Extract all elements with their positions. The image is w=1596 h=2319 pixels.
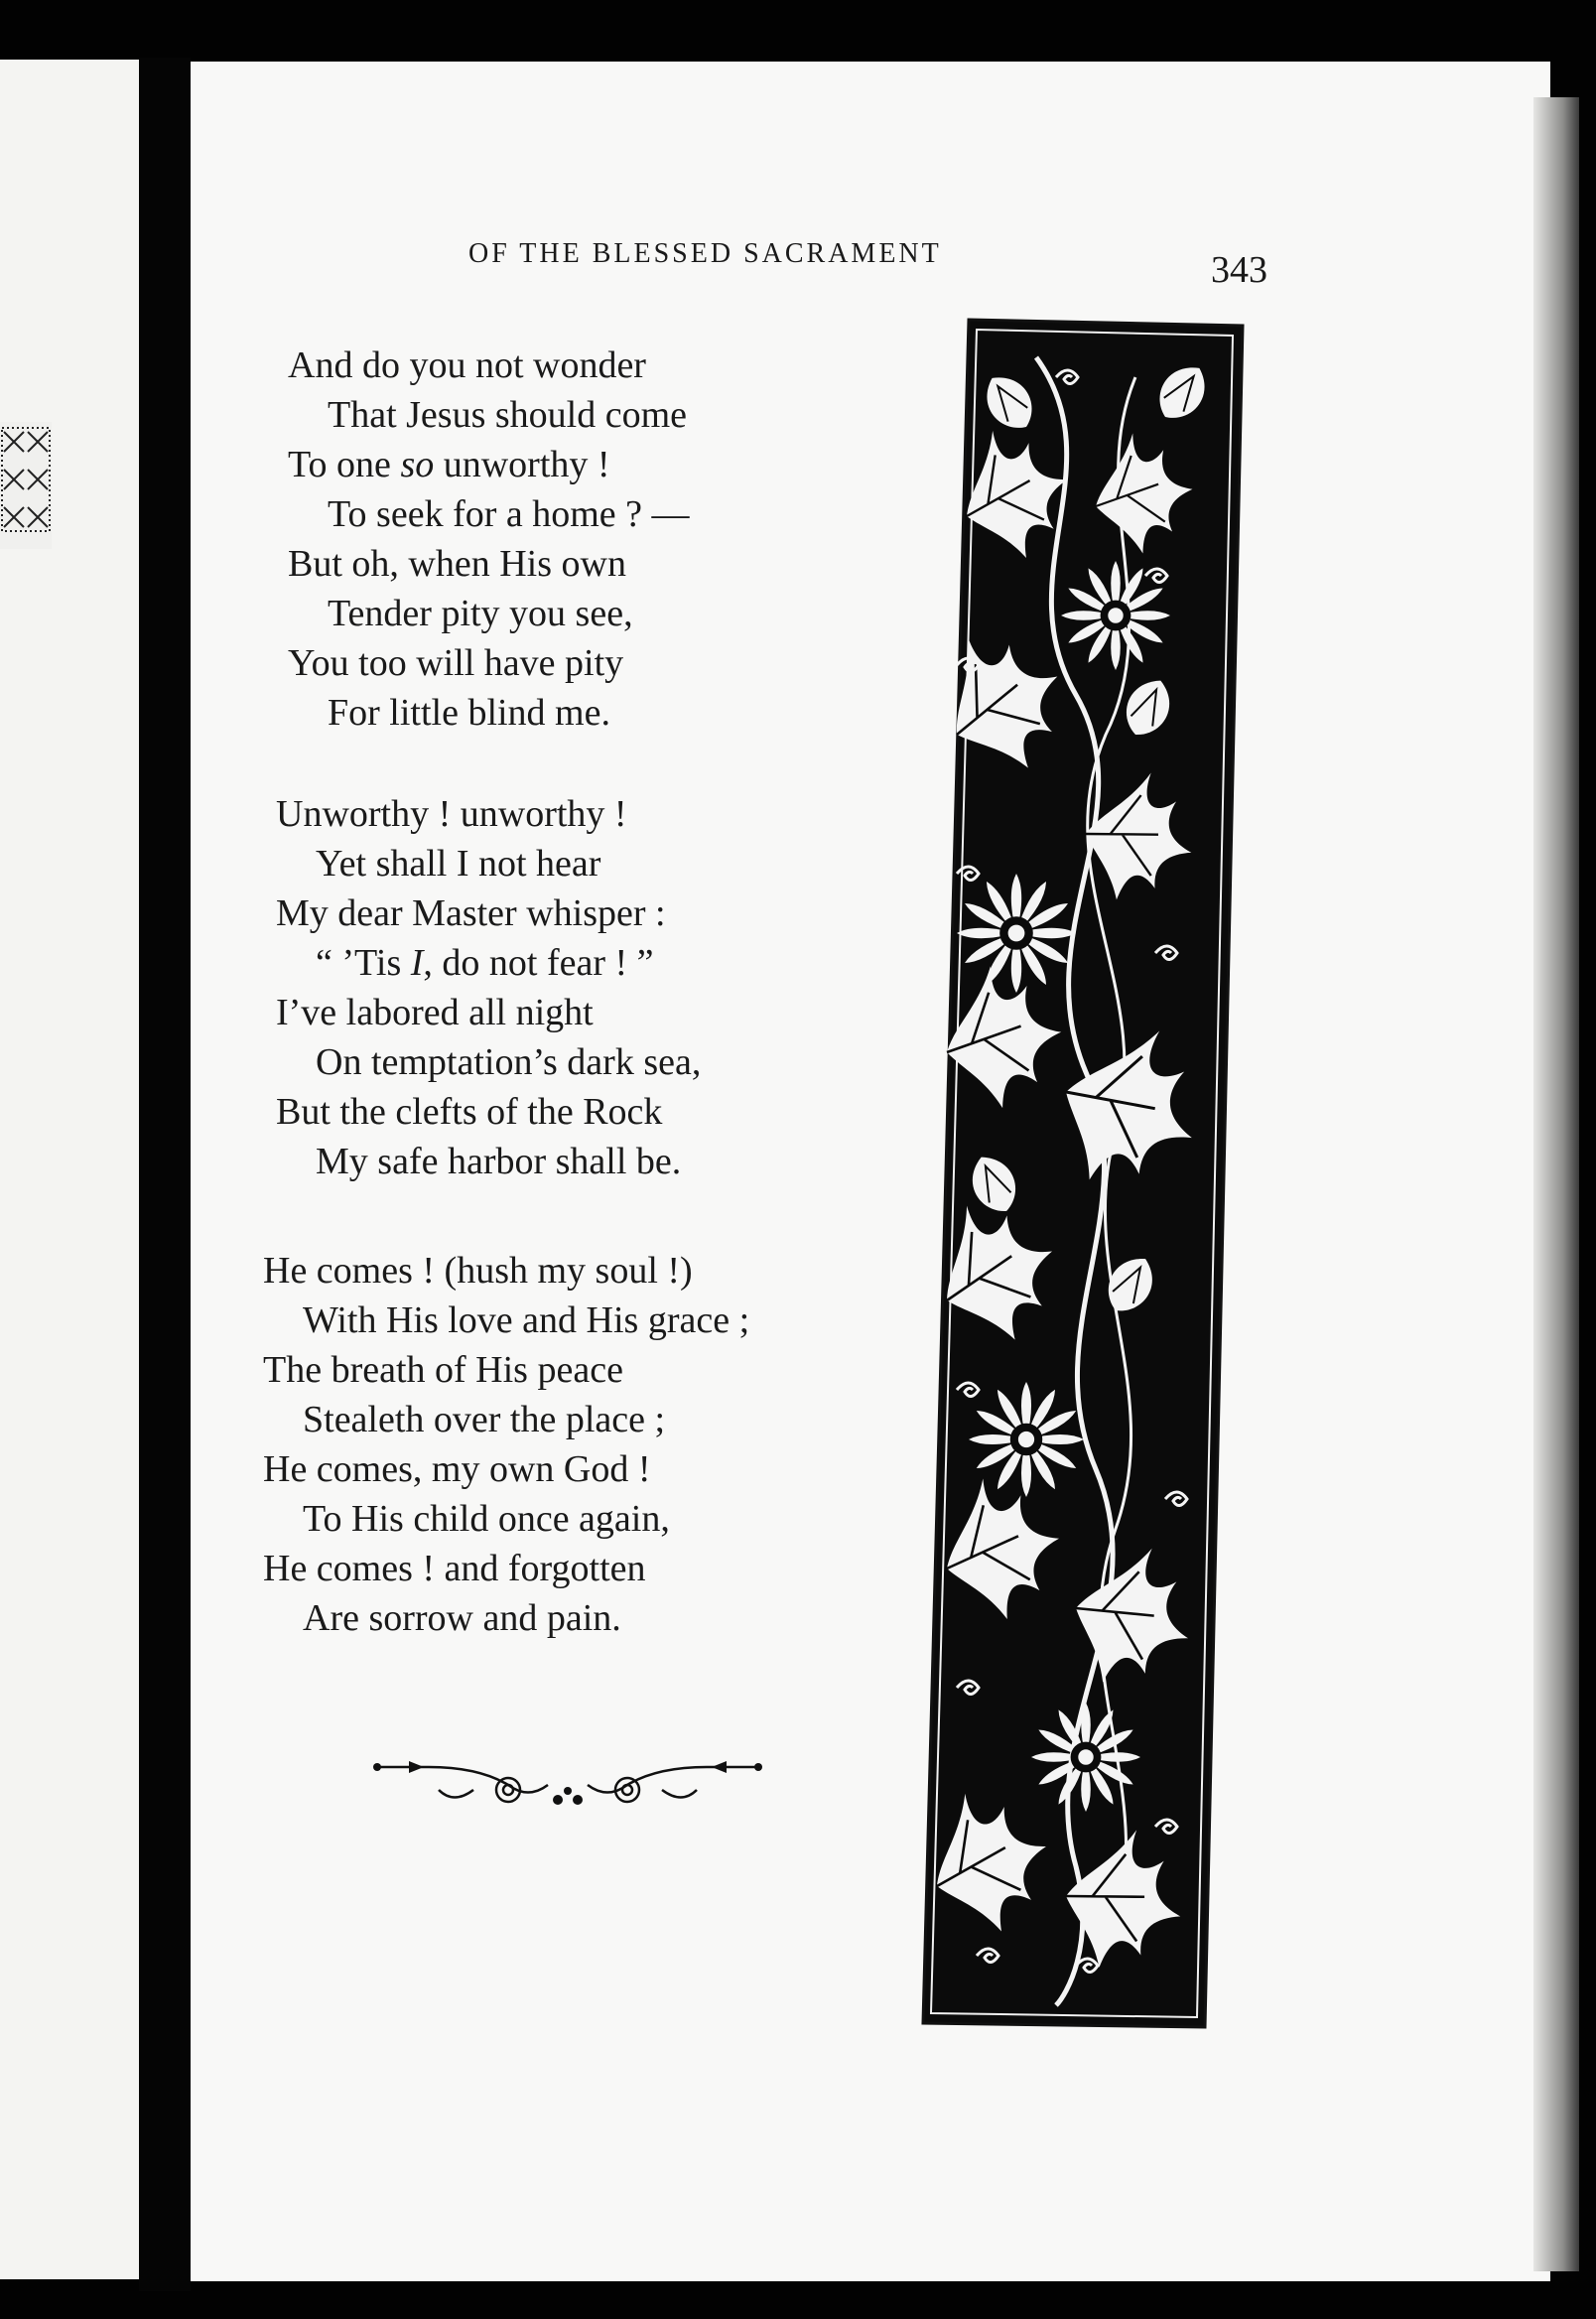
poem-line: I’ve labored all night — [276, 992, 594, 1033]
poem-line: Unworthy ! unworthy ! — [276, 793, 627, 835]
poem-stanza-3 — [263, 1246, 749, 1643]
book-gutter — [139, 58, 191, 2291]
poem-line: For little blind me. — [328, 692, 610, 734]
poem-emphasis: I — [410, 942, 424, 984]
poem-text: unworthy ! — [434, 444, 610, 485]
floral-border-panel — [917, 318, 1245, 2030]
poem-line: My safe harbor shall be. — [316, 1141, 682, 1182]
page-edge-shadow — [1533, 97, 1579, 2271]
poem-line: But the clefts of the Rock — [276, 1091, 663, 1133]
page-number: 343 — [1211, 249, 1267, 291]
poem-line: The breath of His peace — [263, 1349, 623, 1391]
poem-line: He comes ! and forgotten — [263, 1548, 646, 1589]
running-head: OF THE BLESSED SACRAMENT — [468, 238, 942, 269]
poem-line: You too will have pity — [288, 642, 624, 684]
poem-line: Yet shall I not hear — [316, 843, 601, 885]
poem-line: To seek for a home ? — — [328, 493, 690, 535]
poem-line — [288, 440, 690, 489]
poem-line: My dear Master whisper : — [276, 892, 666, 934]
left-page-edge — [0, 60, 139, 2279]
poem-stanza-1 — [288, 341, 690, 738]
poem-line — [276, 938, 701, 988]
poem-line: And do you not wonder — [288, 344, 646, 386]
poem-text: “ ’Tis — [316, 942, 411, 984]
poem-line: He comes, my own God ! — [263, 1448, 651, 1490]
tailpiece-ornament — [369, 1745, 766, 1825]
poem-line: But oh, when His own — [288, 543, 626, 585]
poem-emphasis: so — [400, 444, 435, 485]
poem-line: On temptation’s dark sea, — [316, 1041, 702, 1083]
left-page-ornament — [0, 422, 52, 549]
poem-line: Stealeth over the place ; — [303, 1399, 666, 1440]
poem-text: , do not fear ! ” — [423, 942, 654, 984]
poem-line: To His child once again, — [303, 1498, 670, 1540]
poem-line: He comes ! (hush my soul !) — [263, 1250, 693, 1292]
poem-line: Tender pity you see, — [328, 593, 633, 634]
poem-text: To one — [288, 444, 401, 485]
poem-line: Are sorrow and pain. — [303, 1597, 621, 1639]
poem-line: With His love and His grace ; — [303, 1299, 750, 1341]
poem-line: That Jesus should come — [328, 394, 688, 436]
poem-stanza-2 — [276, 789, 701, 1186]
